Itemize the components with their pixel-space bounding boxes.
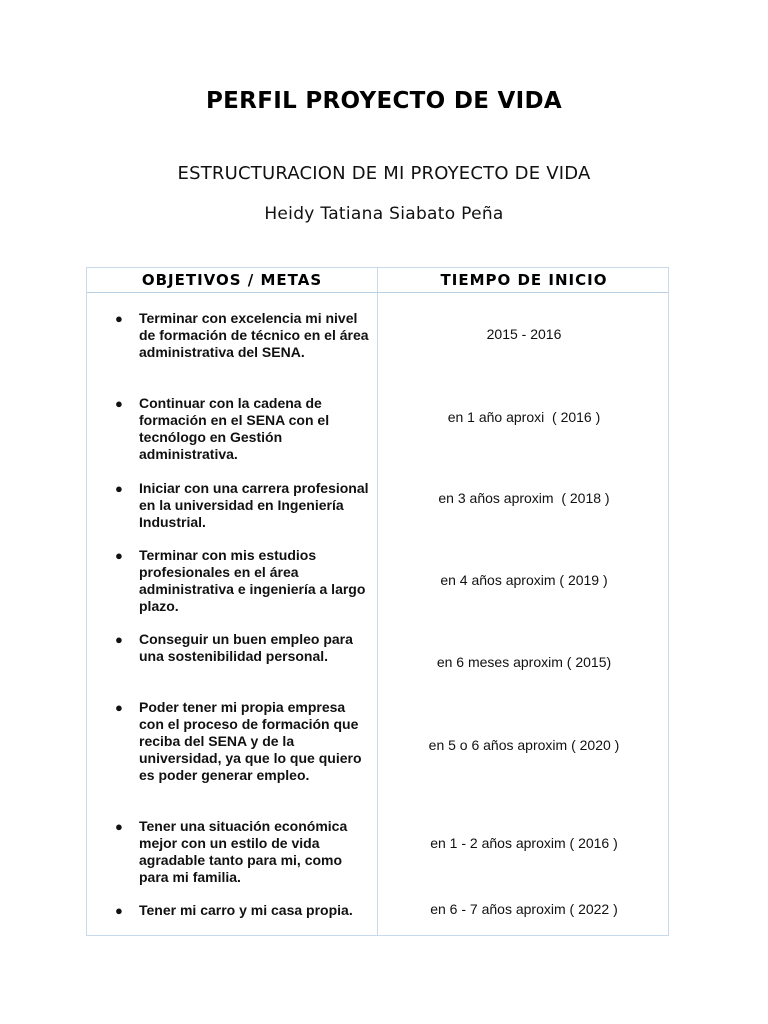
goal-item — [115, 631, 371, 665]
goal-text: Conseguir un buen empleo para una sostenibilidad personal. — [139, 631, 353, 664]
start-time: en 3 años aproxim ( 2018 ) — [438, 490, 610, 506]
bullet-icon: ● — [115, 396, 123, 411]
goal-text: Tener una situación económica mejor con un estilo de vida agradable tanto para mi, como para mi familia. — [139, 818, 348, 885]
bullet-icon: ● — [115, 548, 123, 563]
header-start-time: TIEMPO DE INICIO — [440, 271, 608, 289]
start-time: en 6 - 7 años aproxim ( 2022 ) — [430, 901, 618, 917]
goal-item — [115, 310, 371, 361]
start-time: en 1 año aproxi ( 2016 ) — [447, 409, 601, 425]
start-time: 2015 - 2016 — [486, 326, 562, 342]
bullet-icon: ● — [115, 903, 123, 918]
bullet-icon: ● — [115, 481, 123, 496]
goal-text: Poder tener mi propia empresa con el proceso de formación que reciba del SENA y de la universidad, ya que lo que quiero es poder generar empleo. — [139, 699, 362, 783]
goal-text: Terminar con excelencia mi nivel de formación de técnico en el área administrativa del SENA. — [139, 310, 369, 360]
start-time: en 6 meses aproxim ( 2015) — [436, 654, 612, 670]
goal-item — [115, 547, 371, 615]
life-plan-table — [86, 267, 669, 936]
goal-text: Continuar con la cadena de formación en el SENA con el tecnólogo en Gestión administrativa. — [139, 395, 330, 462]
page-title: PERFIL PROYECTO DE VIDA — [206, 88, 562, 114]
goal-item — [115, 818, 371, 886]
header-divider — [87, 292, 668, 293]
start-time: en 1 - 2 años aproxim ( 2016 ) — [430, 835, 618, 851]
goal-text: Tener mi carro y mi casa propia. — [139, 902, 353, 918]
start-time: en 5 o 6 años aproxim ( 2020 ) — [428, 737, 620, 753]
goal-item — [115, 902, 371, 919]
page-subtitle: ESTRUCTURACION DE MI PROYECTO DE VIDA — [177, 163, 591, 184]
bullet-icon: ● — [115, 632, 123, 647]
author-name: Heidy Tatiana Siabato Peña — [264, 204, 504, 224]
goal-text: Terminar con mis estudios profesionales en el área administrativa e ingeniería a largo plazo. — [139, 547, 366, 614]
start-time: en 4 años aproxim ( 2019 ) — [440, 572, 608, 588]
bullet-icon: ● — [115, 700, 123, 715]
bullet-icon: ● — [115, 819, 123, 834]
bullet-icon: ● — [115, 311, 123, 326]
goal-item — [115, 480, 371, 531]
goal-text: Iniciar con una carrera profesional en la universidad en Ingeniería Industrial. — [139, 480, 369, 530]
goal-item — [115, 395, 371, 463]
goal-item — [115, 699, 371, 784]
header-objectives: OBJETIVOS / METAS — [141, 271, 323, 289]
